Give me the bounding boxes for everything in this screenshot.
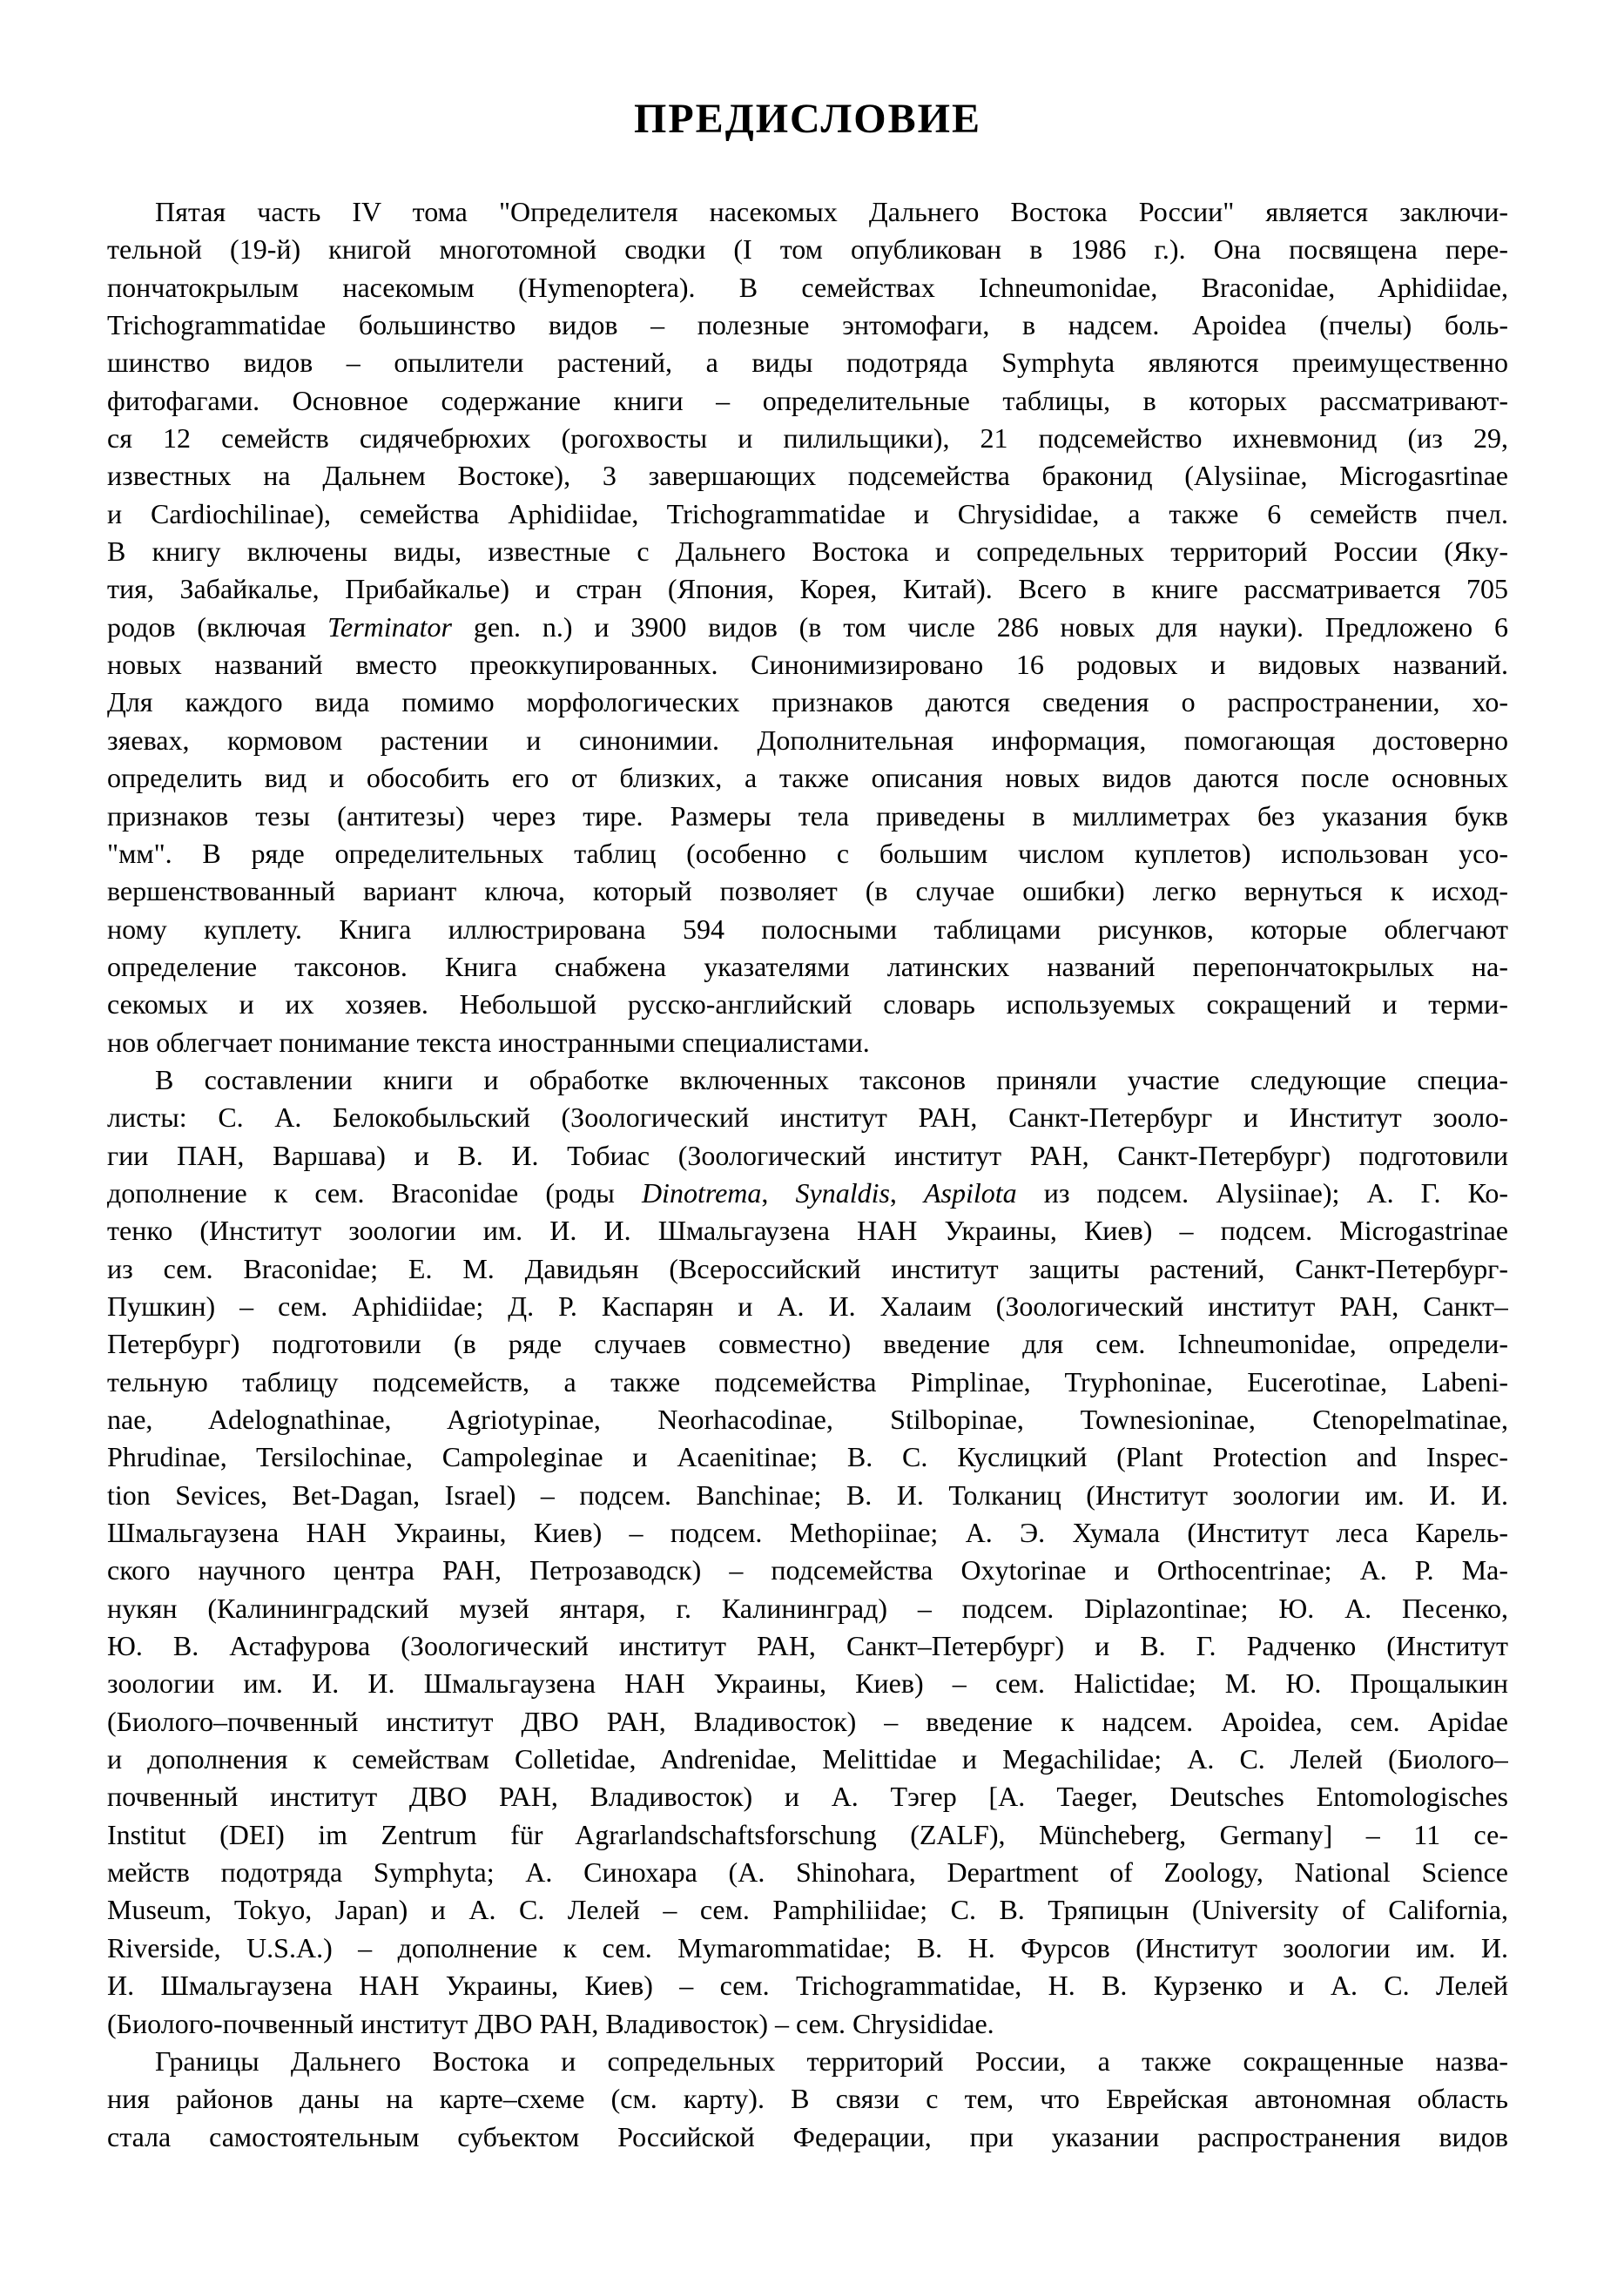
text-line: ному куплету. Книга иллюстрирована 594 полосными таблицами рисунков, которые облегчают xyxy=(107,913,1508,945)
text-line: Для каждого вида помимо морфологических признаков даются сведения о распространении, хо- xyxy=(107,686,1508,718)
text-line: (Биолого–почвенный институт ДВО РАН, Владивосток) – введение к надсем. Apoidea, сем. Apidae xyxy=(107,1705,1508,1737)
text-line: Пушкин) – сем. Aphidiidae; Д. Р. Каспарян и А. И. Халаим (Зоологический институт РАН, Санкт– xyxy=(107,1290,1508,1322)
text-line: вершенствованный вариант ключа, который позволяет (в случае ошибки) легко вернуться к исход- xyxy=(107,875,1508,907)
text-line: В составлении книги и обработке включенных таксонов приняли участие следующие специа- xyxy=(155,1063,1508,1095)
text-line: Петербург) подготовили (в ряде случаев совместно) введение для сем. Ichneumonidae, определи- xyxy=(107,1328,1508,1360)
text-line: определить вид и обособить его от близких, а также описания новых видов даются после основных xyxy=(107,762,1508,794)
text-line: ния районов даны на карте–схеме (см. карту). В связи с тем, что Еврейская автономная область xyxy=(107,2083,1508,2115)
text-line: пончатокрылым насекомым (Hymenoptera). В семействах Ichneumonidae, Braconidae, Aphidiidae, xyxy=(107,271,1508,303)
text-line: Institut (DEI) im Zentrum für Agrarlandschaftsforschung (ZALF), Müncheberg, Germany] – 11 се- xyxy=(107,1818,1508,1850)
text-line: тенко (Институт зоологии им. И. И. Шмальгаузена НАН Украины, Киев) – подсем. Microgastrinae xyxy=(107,1215,1508,1247)
text-line: Riverside, U.S.A.) – дополнение к сем. Mymarommatidae; В. Н. Фурсов (Институт зоологии им. И. xyxy=(107,1931,1508,1963)
text-line: Ю. В. Астафурова (Зоологический институт РАН, Санкт–Петербург) и В. Г. Радченко (Институт xyxy=(107,1630,1508,1662)
text-line: известных на Дальнем Востоке), 3 завершающих подсемейства браконид (Alysiinae, Microgasrtinae xyxy=(107,460,1508,492)
text-line: нукян (Калининградский музей янтаря, г. Калининград) – подсем. Diplazontinae; Ю. А. Песенко, xyxy=(107,1592,1508,1624)
text-line: зяевах, кормовом растении и синонимии. Дополнительная информация, помогающая достоверно xyxy=(107,724,1508,756)
paragraph xyxy=(107,2043,1508,2156)
text-line: стала самостоятельным субъектом Российской Федерации, при указании распространения видов xyxy=(107,2120,1508,2152)
text-line: тельную таблицу подсемейств, а также подсемейства Pimplinae, Tryphoninae, Eucerotinae, Labeni- xyxy=(107,1365,1508,1398)
paragraph xyxy=(107,193,1508,1061)
page-title: ПРЕДИСЛОВИЕ xyxy=(634,96,981,142)
text-line: В книгу включены виды, известные с Дальнего Востока и сопредельных территорий России (Яку- xyxy=(107,535,1508,568)
text-line: новых названий вместо преоккупированных. Синонимизировано 16 родовых и видовых названий. xyxy=(107,649,1508,681)
text-line: мейств подотряда Symphyta; А. Синохара (A. Shinohara, Department of Zoology, National Science xyxy=(107,1856,1508,1889)
text-line: дополнение к сем. Braconidae (роды Dinotrema, Synaldis, Aspilota из подсем. Alysiinae); А. Г. Ко- xyxy=(107,1176,1508,1209)
text-line: листы: С. А. Белокобыльский (Зоологический институт РАН, Санкт-Петербург и Институт зооло- xyxy=(107,1101,1508,1134)
text-line: Museum, Tokyo, Japan) и А. С. Лелей – сем. Pamphiliidae; С. В. Тряпицын (University of California, xyxy=(107,1894,1508,1926)
text-line: nae, Adelognathinae, Agriotypinae, Neorhacodinae, Stilbopinae, Townesioninae, Ctenopelmatinae, xyxy=(107,1404,1508,1435)
text-line: и дополнения к семействам Colletidae, Andrenidae, Melittidae и Megachilidae; А. С. Лелей (Биолого– xyxy=(107,1743,1508,1775)
paragraph xyxy=(107,1061,1508,2043)
text-line: гии ПАН, Варшава) и В. И. Тобиас (Зоологический институт РАН, Санкт-Петербург) подготовили xyxy=(107,1139,1508,1171)
text-line: тельной (19-й) книгой многотомной сводки (I том опубликован в 1986 г.). Она посвящена пере- xyxy=(107,233,1508,266)
text-line: Пятая часть IV тома "Определителя насекомых Дальнего Востока России" является заключи- xyxy=(155,196,1508,227)
text-line: Trichogrammatidae большинство видов – полезные энтомофаги, в надсем. Apoidea (пчелы) боль- xyxy=(107,309,1508,341)
preface-body xyxy=(107,193,1508,2156)
text-line: шинство видов – опылители растений, а виды подотряда Symphyta являются преимущественно xyxy=(107,347,1508,379)
text-line: "мм". В ряде определительных таблиц (особенно с большим числом куплетов) использован усо- xyxy=(107,837,1508,869)
text-line: зоологии им. И. И. Шмальгаузена НАН Украины, Киев) – сем. Halictidae; М. Ю. Прощалыкин xyxy=(107,1667,1508,1700)
text-line: И. Шмальгаузена НАН Украины, Киев) – сем. Trichogrammatidae, Н. В. Курзенко и А. С. Лелей xyxy=(107,1970,1508,2002)
text-line: нов облегчает понимание текста иностранными специалистами. xyxy=(107,1026,870,1058)
text-line: (Биолого-почвенный институт ДВО РАН, Владивосток) – сем. Chrysididae. xyxy=(107,2007,994,2039)
text-line: родов (включая Terminator gen. n.) и 3900 видов (в том числе 286 новых для науки). Предложено 6 xyxy=(107,610,1508,643)
text-line: и Cardiochilinae), семейства Aphidiidae, Trichogrammatidae и Chrysididae, а также 6 семейств пчел. xyxy=(107,497,1508,529)
text-line: признаков тезы (антитезы) через тире. Размеры тела приведены в миллиметрах без указания букв xyxy=(107,799,1508,832)
text-line: Границы Дальнего Востока и сопредельных территорий России, а также сокращенные назва- xyxy=(155,2044,1508,2077)
text-line: ся 12 семейств сидячебрюхих (рогохвосты и пилильщики), 21 подсемейство ихневмонид (из 29, xyxy=(107,422,1508,455)
text-line: секомых и их хозяев. Небольшой русско-английский словарь используемых сокращений и терми- xyxy=(107,988,1508,1020)
text-line: из сем. Braconidae; Е. М. Давидьян (Всероссийский институт защиты растений, Санкт-Петербург- xyxy=(107,1252,1508,1284)
text-line: ского научного центра РАН, Петрозаводск) – подсемейства Oxytorinae и Orthocentrinae; А. Р. Ма- xyxy=(107,1554,1508,1586)
text-line: Phrudinae, Tersilochinae, Campoleginae и Acaenitinae; В. С. Куслицкий (Plant Protection and Inspec- xyxy=(107,1441,1508,1473)
text-line: фитофагами. Основное содержание книги – определительные таблицы, в которых рассматривают- xyxy=(107,384,1508,416)
text-line: Шмальгаузена НАН Украины, Киев) – подсем. Methopiinae; А. Э. Хумала (Институт леса Карель- xyxy=(107,1517,1508,1549)
text-line: определение таксонов. Книга снабжена указателями латинских названий перепончатокрылых на- xyxy=(107,950,1508,982)
text-line: tion Sevices, Bet-Dagan, Israel) – подсем. Banchinae; В. И. Толканиц (Институт зоологии им. И. И. xyxy=(107,1478,1508,1511)
text-line: почвенный институт ДВО РАН, Владивосток) и А. Тэгер [A. Taeger, Deutsches Entomologisches xyxy=(107,1781,1508,1813)
text-line: тия, Забайкалье, Прибайкалье) и стран (Япония, Корея, Китай). Всего в книге рассматривается 705 xyxy=(107,573,1508,605)
